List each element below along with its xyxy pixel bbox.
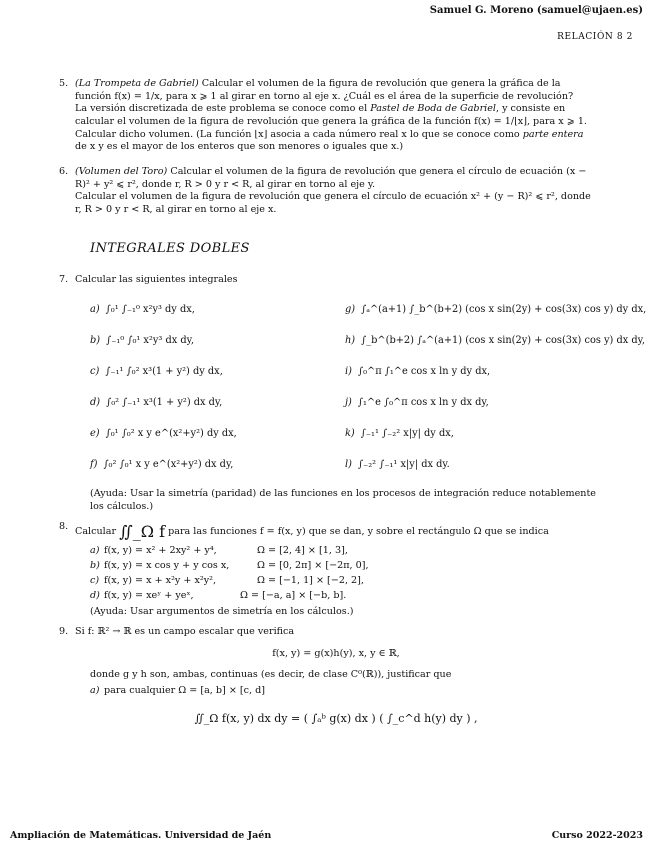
- problem-8-item-b: [90, 560, 369, 573]
- problem-7: [59, 274, 597, 287]
- problem-5-text1: Calcular el volumen de la figura de revolución que genera la gráfica de la función f(x) = 1/x, para x ⩾ 1 al girar en torno al eje x. ¿Cuál es el área de la superficie de revolución?: [75, 78, 574, 102]
- item-function: f(x, y) = xeʸ + yeˣ,: [104, 590, 194, 601]
- item-label: b): [90, 560, 100, 571]
- integral-label: f): [90, 459, 98, 470]
- integral-expr: ∫₋₁¹ ∫₋₂² x|y| dy dx,: [360, 428, 454, 439]
- section-title: INTEGRALES DOBLES: [90, 241, 250, 256]
- problem-number: 7.: [59, 274, 69, 285]
- problem-number: 8.: [59, 521, 69, 532]
- integral-g: [345, 304, 646, 317]
- footer-right: Curso 2022-2023: [551, 830, 643, 841]
- problem-9-intro: Si f: ℝ² → ℝ es un campo escalar que verifica: [75, 626, 295, 637]
- integral-expr: ∫₁^e ∫₀^π cos x ln y dx dy,: [357, 397, 489, 408]
- integral-label: i): [345, 366, 352, 377]
- problem-9: [59, 626, 597, 639]
- integral-expr: ∫₀¹ ∫₋₁⁰ x²y³ dy dx,: [105, 304, 195, 315]
- item-label: a): [90, 685, 100, 696]
- integral-label: c): [90, 366, 100, 377]
- integral-expr: ∫₀² ∫₀¹ x y e^(x²+y²) dx dy,: [103, 459, 234, 470]
- problem-5: [59, 78, 597, 154]
- integral-label: b): [90, 335, 101, 346]
- problem-9-item-a: [90, 685, 265, 698]
- problem-6: [59, 166, 597, 217]
- item-text: para cualquier Ω = [a, b] × [c, d]: [104, 685, 266, 696]
- problem-number: 5.: [59, 78, 69, 89]
- item-omega: Ω = [0, 2π] × [−2π, 0],: [257, 560, 369, 571]
- problem-9-text: donde g y h son, ambas, continuas (es decir, de clase C⁰(ℝ)), justificar que: [90, 669, 452, 680]
- integral-label: j): [345, 397, 352, 408]
- integral-expr: ∫₀¹ ∫₀² x y e^(x²+y²) dy dx,: [105, 428, 237, 439]
- problem-6-title: (Volumen del Toro): [75, 166, 168, 177]
- integral-f: [90, 459, 233, 472]
- header-relation: RELACIÓN 8 2: [557, 32, 633, 42]
- problem-number: 6.: [59, 166, 69, 177]
- problem-5-statement: [75, 78, 597, 103]
- integral-expr: ∫₋₁¹ ∫₀² x³(1 + y²) dy dx,: [105, 366, 223, 377]
- integral-expr: ∫₀^π ∫₁^e cos x ln y dy dx,: [357, 366, 491, 377]
- item-label: a): [90, 545, 100, 556]
- integral-k: [345, 428, 454, 441]
- footer-left: Ampliación de Matemáticas. Universidad de Jaén: [10, 830, 272, 841]
- integral-c: [90, 366, 223, 379]
- integral-label: k): [345, 428, 355, 439]
- integral-i: [345, 366, 490, 379]
- problem-7-hint: (Ayuda: Usar la simetría (paridad) de las funciones en los procesos de integración reduce notablemente los cálculos.): [90, 488, 596, 512]
- integral-expr: ∫₋₂² ∫₋₁¹ x|y| dx dy.: [357, 459, 450, 470]
- integral-expr: ∫ₐ^(a+1) ∫_b^(b+2) (cos x sin(2y) + cos(3x) cos y) dy dx,: [361, 304, 647, 315]
- item-omega: Ω = [−1, 1] × [−2, 2],: [257, 575, 364, 586]
- problem-5-emph: Pastel de Boda de Gabriel: [370, 103, 496, 115]
- problem-8-hint: (Ayuda: Usar argumentos de simetría en los cálculos.): [90, 606, 354, 617]
- integral-b: [90, 335, 194, 348]
- integral-label: g): [345, 304, 356, 315]
- integral-label: l): [345, 459, 352, 470]
- problem-5-text2c: de x y es el mayor de los enteros que son menores o iguales que x.): [75, 141, 404, 153]
- item-function: f(x, y) = x² + 2xy² + y⁴,: [104, 545, 217, 556]
- item-function: f(x, y) = x cos y + y cos x,: [104, 560, 230, 571]
- item-function: f(x, y) = x + x²y + x²y²,: [104, 575, 217, 586]
- problem-8-item-d: [90, 590, 347, 603]
- problem-6-text1: Calcular el volumen de la figura de revolución que genera el círculo de ecuación (x − R)² + y² ⩽ r², donde r, R > 0 y r < R, al girar en torno al eje y.: [75, 166, 587, 190]
- problem-8-intro: [75, 521, 597, 542]
- double-integral-symbol: ∬_Ω f: [119, 522, 166, 541]
- integral-h: [345, 335, 645, 348]
- integral-label: d): [90, 397, 101, 408]
- problem-8-intro-a: Calcular: [75, 526, 117, 537]
- problem-9-equation-2: ∬_Ω f(x, y) dx dy = ( ∫ₐᵇ g(x) dx ) ( ∫_c^d h(y) dy ) ,: [194, 712, 478, 725]
- integral-l: [345, 459, 450, 472]
- problem-8-item-a: [90, 545, 348, 558]
- problem-5-title: (La Trompeta de Gabriel): [75, 78, 199, 89]
- integral-j: [345, 397, 489, 410]
- integral-e: [90, 428, 237, 441]
- integral-expr: ∫₋₁⁰ ∫₀¹ x²y³ dx dy,: [106, 335, 194, 346]
- integral-label: h): [345, 335, 356, 346]
- integral-expr: ∫_b^(b+2) ∫ₐ^(a+1) (cos x sin(2y) + cos(3x) cos y) dx dy,: [361, 335, 645, 346]
- header-author: Samuel G. Moreno (samuel@ujaen.es): [429, 5, 643, 16]
- problem-5-text2b: , y consiste en calcular el volumen de la figura de revolución que genera la gráfica de la función f(x) = 1/⌊x⌋, para x ⩾ 1. Calcular dicho volumen. (La función ⌊x⌋ asocia a cada número real x lo que se conoce como: [75, 103, 587, 140]
- item-omega: Ω = [2, 4] × [1, 3],: [257, 545, 348, 556]
- problem-number: 9.: [59, 626, 69, 637]
- problem-8-intro-b: para las funciones f = f(x, y) que se dan, y sobre el rectángulo Ω que se indica: [168, 526, 549, 537]
- integral-a: [90, 304, 195, 317]
- integral-d: [90, 397, 222, 410]
- problem-5-emph2: parte entera: [522, 128, 584, 140]
- item-label: d): [90, 590, 100, 601]
- problem-9-equation-1: f(x, y) = g(x)h(y), x, y ∈ ℝ,: [272, 648, 400, 659]
- item-label: c): [90, 575, 100, 586]
- integral-label: a): [90, 304, 100, 315]
- problem-8-item-c: [90, 575, 364, 588]
- problem-5-discrete: [75, 103, 597, 154]
- problem-6-statement: [75, 166, 597, 191]
- problem-5-text2a: La versión discretizada de este problema se conoce como el: [75, 103, 368, 115]
- problem-7-intro: Calcular las siguientes integrales: [75, 274, 238, 285]
- problem-6-text2: Calcular el volumen de la figura de revolución que genera el círculo de ecuación x² + (y − R)² ⩽ r², donde r, R > 0 y r < R, al girar en torno al eje x.: [75, 191, 591, 215]
- integral-expr: ∫₀² ∫₋₁¹ x³(1 + y²) dx dy,: [106, 397, 223, 408]
- problem-8: [59, 521, 597, 542]
- item-omega: Ω = [−a, a] × [−b, b].: [240, 590, 347, 601]
- integral-label: e): [90, 428, 100, 439]
